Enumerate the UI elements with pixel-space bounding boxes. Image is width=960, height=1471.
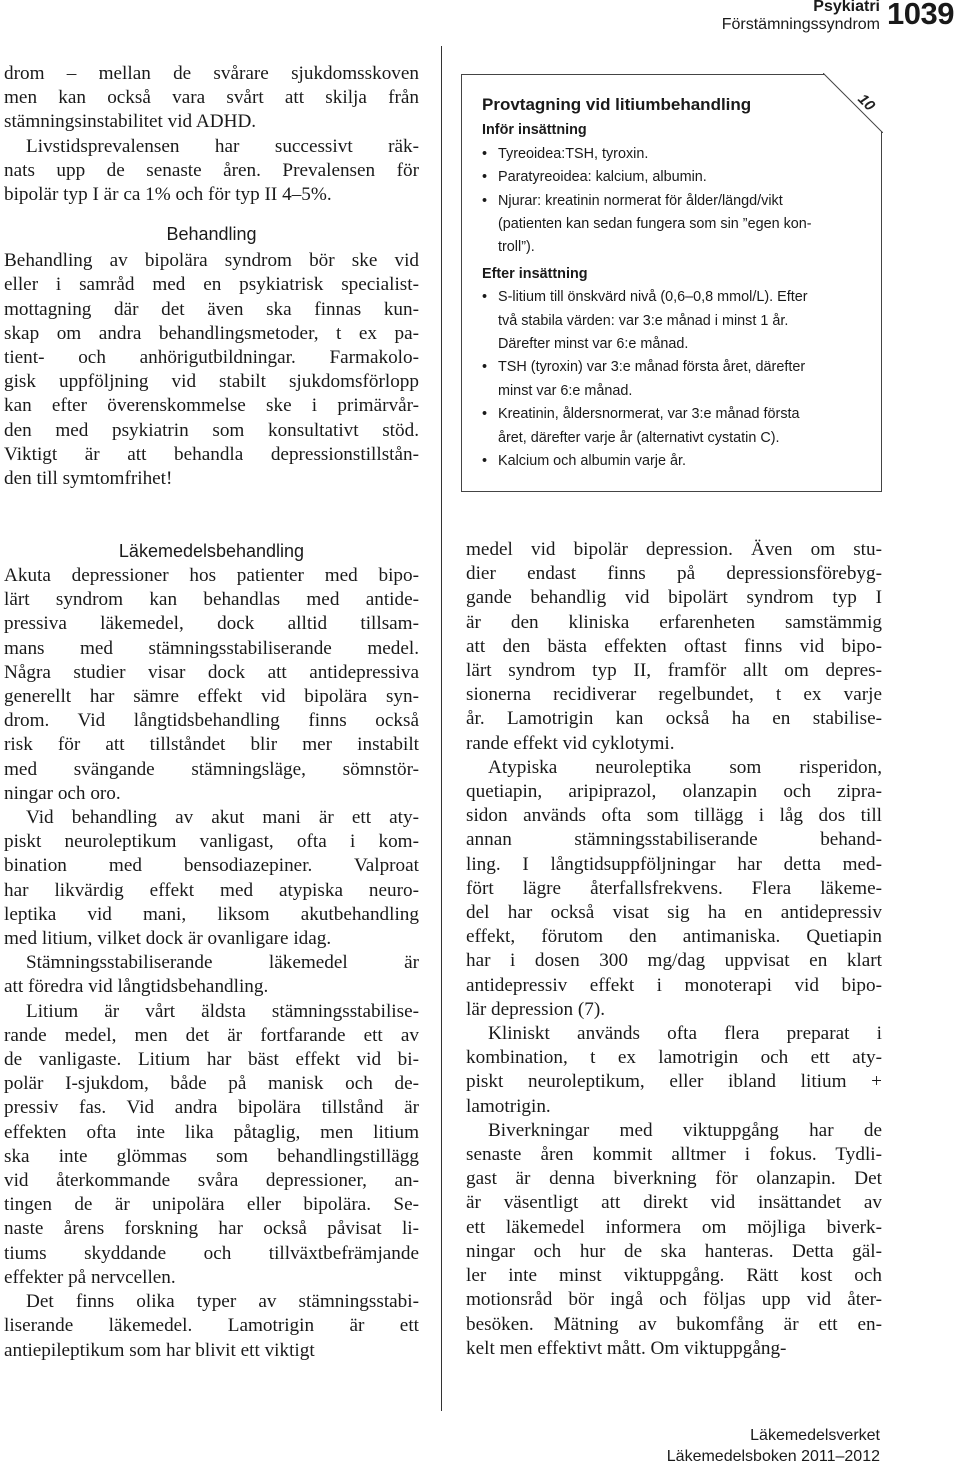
- text-line: de vanligaste. Litium har bäst effekt vid bi-: [4, 1049, 419, 1071]
- running-head-section: Psykiatri: [813, 0, 880, 15]
- text-line: ett läkemedel informera om möjliga biverk-: [466, 1216, 882, 1238]
- text-line: har i dosen 300 mg/dag uppvisat en klart: [466, 950, 882, 972]
- text-line: kelt men effektivt mått. Om viktuppgång-: [466, 1337, 787, 1359]
- factbox-line: • Kreatinin, åldersnormerat, var 3:e månad första: [498, 406, 800, 423]
- text-line: drom. Vid långtidsbehandling finns också: [4, 710, 419, 732]
- section-heading: Behandling: [166, 224, 257, 245]
- factbox-line: • S-litium till önskvärd nivå (0,6–0,8 mmol/L). Efter: [498, 289, 808, 306]
- text-line: lärt syndrom kan behandlas med antide-: [4, 589, 419, 611]
- left-column-top: [4, 62, 419, 491]
- text-line: besöken. Mätning av bukomfång är ett en-: [466, 1313, 882, 1335]
- text-line: mottagning där det även ska finnas kun-: [4, 298, 419, 320]
- text-line: pressiv fas. Vid andra bipolära tillstånd är: [4, 1097, 419, 1119]
- factbox-line: • Paratyreoidea: kalcium, albumin.: [498, 169, 707, 186]
- text-line: pressiva läkemedel, dock alltid tillsam-: [4, 613, 419, 635]
- factbox-list-item: [482, 356, 861, 403]
- text-line: mans med stämningsstabiliserande medel.: [4, 637, 419, 659]
- text-line: Det finns olika typer av stämningsstabi-: [26, 1291, 419, 1313]
- text-line: den till symtomfrihet!: [4, 468, 173, 490]
- page-number: 1039: [887, 0, 954, 31]
- text-line: effekten ofta inte lika påtaglig, men litium: [4, 1121, 419, 1143]
- text-line: tingen de är unipolära eller bipolära. Se-: [4, 1194, 419, 1216]
- text-line: rande medel, men det är fortfarande ett av: [4, 1024, 419, 1046]
- factbox-list-before: [482, 143, 861, 260]
- factbox-line: • Kalcium och albumin varje år.: [498, 453, 686, 470]
- text-line: är den kliniska erfarenheten samstämmig: [466, 611, 882, 633]
- paragraph: [4, 62, 419, 135]
- text-line: fört lägre återfallsfrekvens. Flera läkeme-: [466, 877, 882, 899]
- factbox: [461, 74, 882, 492]
- factbox-list-item: [482, 450, 861, 473]
- footer-book: Läkemedelsboken 2011–2012: [666, 1448, 880, 1465]
- text-line: antidepressiv effekt i monoterapi vid bipo-: [466, 974, 882, 996]
- text-line: leptika vid mani, liksom akutbehandling: [4, 903, 419, 925]
- paragraph: [4, 135, 419, 208]
- text-line: vid återkommande svåra depressioner, an-: [4, 1170, 419, 1192]
- text-line: senaste åren kommit alltmer i fokus. Tydli-: [466, 1144, 882, 1166]
- factbox-line: året, därefter varje år (alternativt cystatin C).: [498, 429, 780, 446]
- text-line: sionerna recidiverar regelbundet, t ex varje: [466, 684, 882, 706]
- text-line: sidon används ofta som tillägg i låg dos till: [466, 805, 882, 827]
- text-line: risk för att tillståndet blir mer instabilt: [4, 734, 419, 756]
- text-line: ska inte glömmas som behandlingstillägg: [4, 1145, 419, 1167]
- page-header: [660, 0, 960, 38]
- text-line: Livstidsprevalensen har successivt räk-: [26, 135, 419, 157]
- text-line: kan efter överenskommelse ske i primärvår-: [4, 395, 419, 417]
- factbox-list-item: [482, 403, 861, 450]
- factbox-line: minst var 6:e månad.: [498, 382, 633, 399]
- text-line: den med psykiatrin som konsultativt stöd.: [4, 419, 419, 441]
- text-line: har likvärdig effekt med atypiska neuro-: [4, 879, 419, 901]
- text-line: Viktigt är att behandla depressionstillstån-: [4, 443, 419, 465]
- factbox-list-item: [482, 166, 861, 189]
- text-line: eller i samråd med en psykiatrisk specialist-: [4, 274, 419, 296]
- factbox-list-item: [482, 143, 861, 166]
- factbox-section-before: Inför insättning: [482, 122, 587, 139]
- text-line: Behandling av bipolära syndrom bör ske vid: [4, 250, 419, 272]
- factbox-title: Provtagning vid litiumbehandling: [482, 95, 752, 114]
- text-line: Atypiska neuroleptika som risperidon,: [488, 756, 882, 778]
- text-line: Biverkningar med viktuppgång har de: [488, 1119, 882, 1141]
- column-divider: [441, 46, 442, 1411]
- paragraph: [4, 249, 419, 491]
- text-line: Akuta depressioner hos patienter med bipo-: [4, 565, 419, 586]
- text-line: Kliniskt används ofta flera preparat i: [488, 1023, 882, 1045]
- text-line: effekter på nervcellen.: [4, 1266, 176, 1288]
- left-column-bottom: [4, 538, 419, 1363]
- text-line: gast är denna biverkning för olanzapin. Det: [466, 1168, 882, 1190]
- text-line: bination med bensodiazepiner. Valproat: [4, 855, 419, 877]
- text-line: Stämningsstabiliserande läkemedel är: [26, 952, 419, 974]
- text-line: del har också visat sig ha en antidepressiv: [466, 902, 882, 924]
- paragraph: [4, 1000, 419, 1290]
- text-line: nats upp de senaste åren. Prevalensen för: [4, 159, 419, 181]
- paragraph: [466, 756, 882, 1022]
- paragraph: [4, 951, 419, 999]
- text-line: ningar och hur de ska hanteras. Detta gäl-: [466, 1240, 882, 1262]
- text-line: bipolär typ I är ca 1% och för typ II 4–5%.: [4, 184, 332, 206]
- text-line: ler inte minst viktuppgång. Rätt kost och: [466, 1265, 882, 1287]
- text-line: men kan också vara svårt att skilja från: [4, 87, 419, 109]
- text-line: lamotrigin.: [466, 1095, 551, 1117]
- paragraph: [466, 1119, 882, 1361]
- text-line: gisk uppföljning vid stabilt sjukdomsförlopp: [4, 371, 419, 393]
- text-line: gande behandlig vid bipolärt syndrom typ I: [466, 587, 882, 609]
- text-line: quetiapin, aripiprazol, olanzapin och zipra-: [466, 781, 882, 803]
- factbox-list-after: [482, 286, 861, 473]
- factbox-section-after: Efter insättning: [482, 265, 588, 282]
- text-line: naste årens forskning har också påvisat li-: [4, 1218, 419, 1240]
- text-line: generellt har sämre effekt vid bipolära syn-: [4, 686, 419, 708]
- factbox-line: • TSH (tyroxin) var 3:e månad första året, därefter: [498, 359, 806, 376]
- text-line: är väsentligt att direkt vid insättandet av: [466, 1192, 882, 1214]
- factbox-number: 10: [854, 90, 879, 115]
- text-line: stämningsinstabilitet vid ADHD.: [4, 111, 257, 133]
- text-line: medel vid bipolär depression. Även om stu-: [466, 539, 882, 560]
- text-line: piskt neuroleptikum vanligast, ofta i kom-: [4, 831, 419, 853]
- factbox-line: Därefter minst var 6:e månad.: [498, 336, 689, 353]
- factbox-line: troll”).: [498, 239, 535, 256]
- text-line: tient- och anhörigutbildningar. Farmakolo-: [4, 347, 419, 369]
- text-line: år. Lamotrigin kan också ha en stabilise-: [466, 708, 882, 730]
- factbox-list-item: [482, 190, 861, 260]
- text-line: skap om andra behandlingsmetoder, t ex pa-: [4, 322, 419, 344]
- factbox-line: • Njurar: kreatinin normerat för ålder/längd/vikt: [498, 192, 783, 209]
- paragraph: [466, 538, 882, 756]
- text-line: Några studier visar dock att antidepressiva: [4, 661, 419, 683]
- text-line: dier endast finns på depressionsförebyg-: [466, 563, 882, 585]
- factbox-list-item: [482, 286, 861, 356]
- text-line: antiepileptikum som har blivit ett viktigt: [4, 1339, 315, 1361]
- paragraph: [466, 1022, 882, 1119]
- text-line: Litium är vårt äldsta stämningsstabilise-: [26, 1000, 419, 1022]
- paragraph: [4, 1290, 419, 1363]
- text-line: effekt, förutom den antimaniska. Quetiapin: [466, 926, 882, 948]
- text-line: kombination, t ex lamotrigin och ett aty-: [466, 1047, 882, 1069]
- text-line: ling. I långtidsuppföljningar har detta med-: [466, 853, 882, 875]
- text-line: motionsråd bör ingå och följas upp vid åter-: [466, 1289, 882, 1311]
- running-head-subsection: Förstämningssyndrom: [721, 16, 880, 33]
- text-line: ningar och oro.: [4, 782, 121, 804]
- text-line: att den bästa effekten oftast finns vid bipo-: [466, 635, 882, 657]
- paragraph: [4, 806, 419, 951]
- text-line: rande effekt vid cyklotymi.: [466, 732, 675, 754]
- subsection-heading: Läkemedelsbehandling: [118, 541, 305, 561]
- text-line: polär I-sjukdom, både på manisk och de-: [4, 1073, 419, 1095]
- text-line: med litium, vilket dock är ovanligare idag.: [4, 928, 332, 950]
- factbox-line: (patienten kan sedan fungera som sin ”egen kon-: [498, 216, 812, 233]
- text-line: Vid behandling av akut mani är ett aty-: [26, 807, 419, 829]
- factbox-line: • Tyreoidea:TSH, tyroxin.: [498, 145, 649, 162]
- text-line: lär depression (7).: [466, 998, 606, 1020]
- factbox-line: två stabila värden: var 3:e månad i minst 1 år.: [498, 312, 789, 329]
- right-column-bottom: [466, 538, 882, 1361]
- text-line: liserande läkemedel. Lamotrigin är ett: [4, 1315, 419, 1337]
- text-line: tiums skyddande och tillväxtbefrämjande: [4, 1242, 419, 1264]
- text-line: att föredra vid långtidsbehandling.: [4, 976, 269, 998]
- text-line: med svängande stämningsläge, sömnstör-: [4, 758, 419, 780]
- text-line: piskt neuroleptikum, eller ibland litium +: [466, 1071, 882, 1093]
- text-line: annan stämningsstabiliserande behand-: [466, 829, 882, 851]
- footer-publisher: Läkemedelsverket: [750, 1427, 880, 1444]
- paragraph: [4, 564, 419, 806]
- text-line: drom – mellan de svårare sjukdomsskoven: [4, 63, 419, 84]
- text-line: lärt syndrom typ II, framför allt om depres-: [466, 660, 882, 682]
